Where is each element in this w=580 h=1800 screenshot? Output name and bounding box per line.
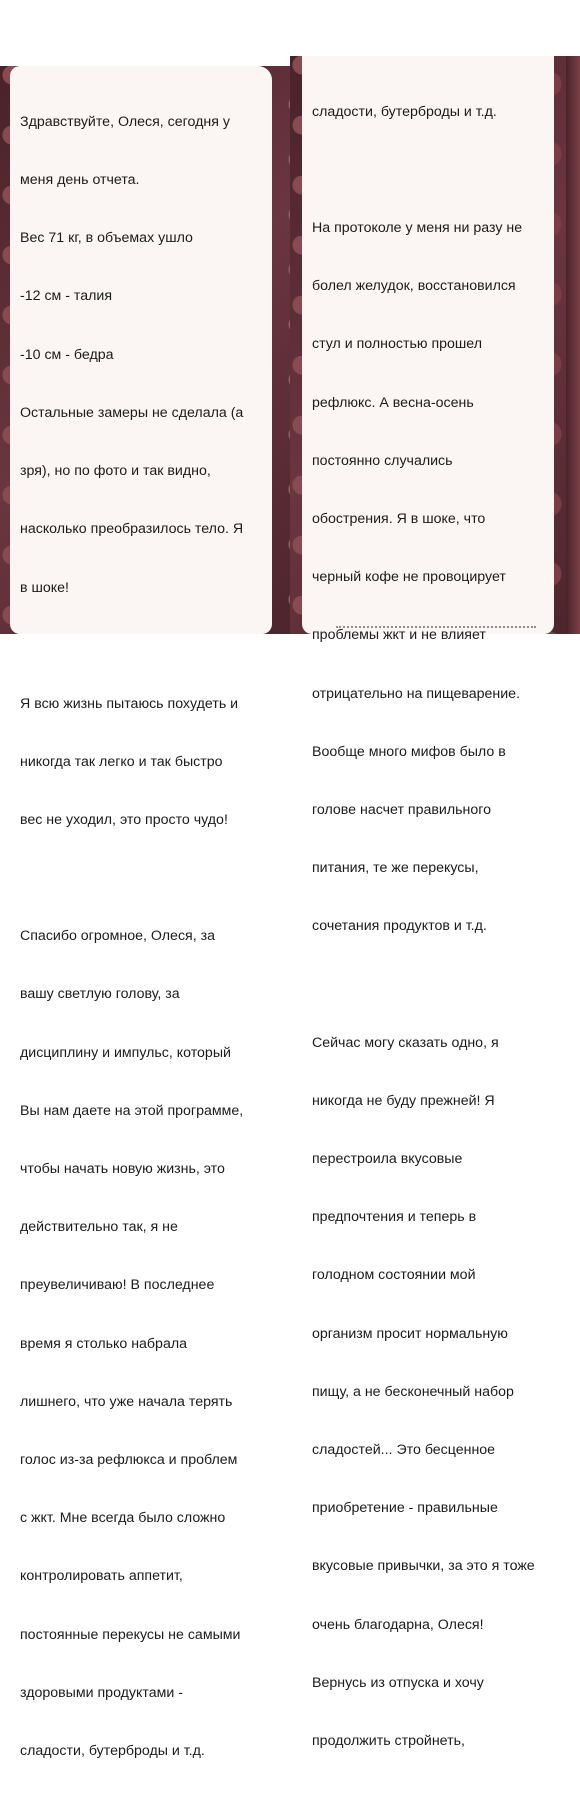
message-line: организм просит нормальную	[312, 1325, 508, 1342]
message-line: -10 см - бедра	[20, 346, 114, 363]
message-line: Вернусь из отпуска и хочу	[312, 1674, 484, 1691]
message-line: болел желудок, восстановился	[312, 278, 516, 295]
message-line: вес не уходил, это просто чудо!	[20, 812, 228, 829]
message-line: питания, те же перекусы,	[312, 860, 479, 877]
message-line: вашу светлую голову, за	[20, 986, 180, 1003]
message-bubble-left	[10, 66, 272, 1760]
message-line: Я всю жизнь пытаюсь похудеть и	[20, 695, 239, 712]
message-line: стул и полностью прошел	[312, 336, 482, 353]
message-line: в шоке!	[20, 579, 69, 596]
message-paragraph	[20, 74, 262, 637]
message-line: здоровыми продуктами -	[20, 1684, 183, 1701]
message-line: голос из-за рефлюкса и проблем	[20, 1452, 238, 1469]
message-line: черный кофе не провоцирует	[312, 569, 506, 586]
message-line: Вес 71 кг, в объемах ушло	[20, 230, 193, 247]
message-line: с жкт. Мне всегда было сложно	[20, 1510, 226, 1527]
message-paragraph	[20, 656, 262, 869]
message-line: продолжить стройнеть,	[312, 1733, 465, 1750]
message-line: никогда так легко и так быстро	[20, 753, 223, 770]
message-line: Здравствуйте, Олеся, сегодня у	[20, 113, 230, 130]
message-line: очень благодарна, Олеся!	[312, 1616, 484, 1633]
message-line: сочетания продуктов и т.д.	[312, 918, 487, 935]
left-chat-screenshot	[0, 66, 290, 1760]
right-chat-screenshot	[290, 56, 580, 1750]
message-line: действительно так, я не	[20, 1219, 178, 1236]
message-line: сладостей... Это бесценное	[312, 1442, 496, 1459]
message-line: чтобы начать новую жизнь, это	[20, 1160, 225, 1177]
message-line: сладости, бутерброды и т.д.	[20, 1743, 205, 1760]
message-line: голодном состоянии мой	[312, 1267, 476, 1284]
message-line: Вообще много мифов было в	[312, 743, 506, 760]
wallpaper-edge	[566, 56, 580, 634]
message-line: никогда не буду прежней! Я	[312, 1092, 495, 1109]
message-line: голове насчет правильного	[312, 802, 491, 819]
message-paragraph	[20, 888, 262, 1800]
message-line: сладости, бутерброды и т.д.	[312, 103, 497, 120]
message-line: предпочтения и теперь в	[312, 1209, 477, 1226]
message-line: постоянные перекусы не самыми	[20, 1626, 241, 1643]
message-line: рефлюкс. А весна-осень	[312, 394, 474, 411]
message-line: преувеличиваю! В последнее	[20, 1277, 215, 1294]
message-line: Спасибо огромное, Олеся, за	[20, 928, 215, 945]
message-line: насколько преобразилось тело. Я	[20, 521, 244, 538]
message-line: пищу, а не бесконечный набор	[312, 1383, 514, 1400]
message-line: дисциплину и импульс, который	[20, 1044, 231, 1061]
message-line: отрицательно на пищеварение.	[312, 685, 521, 702]
message-line: контролировать аппетит,	[20, 1568, 183, 1585]
message-line: вкусовые привычки, за это я тоже	[312, 1558, 535, 1575]
message-line: лишнего, что уже начала терять	[20, 1393, 233, 1410]
message-bubble-right	[302, 56, 554, 1750]
message-line: проблемы жкт и не влияет	[312, 627, 486, 644]
message-line: Сейчас могу сказать одно, я	[312, 1034, 499, 1051]
message-line: На протоколе у меня ни разу не	[312, 219, 523, 236]
message-paragraph	[312, 64, 544, 161]
message-line: Вы нам даете на этой программе,	[20, 1102, 244, 1119]
message-paragraph	[312, 995, 544, 1791]
truncated-text-edge	[336, 626, 536, 632]
message-paragraph	[312, 180, 544, 976]
message-line: время я столько набрала	[20, 1335, 188, 1352]
message-line: приобретение - правильные	[312, 1500, 498, 1517]
message-line: перестроила вкусовые	[312, 1150, 463, 1167]
message-line: Остальные замеры не сделала (а	[20, 404, 244, 421]
message-line: меня день отчета.	[20, 172, 140, 189]
message-line: постоянно случались	[312, 452, 453, 469]
message-line: -12 см - талия	[20, 288, 113, 305]
message-line: зря), но по фото и так видно,	[20, 463, 211, 480]
message-line: обострения. Я в шоке, что	[312, 510, 486, 527]
